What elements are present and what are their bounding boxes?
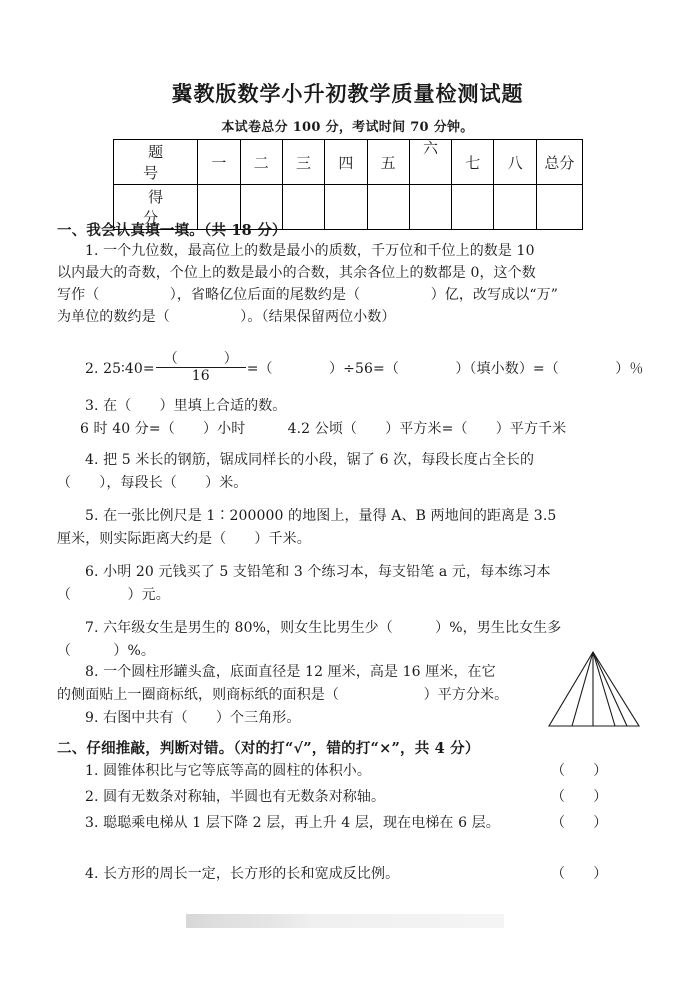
question-6-line-2: （ ）元。: [57, 587, 170, 603]
question-8-line-1: 8. 一个圆柱形罐头盒，底面直径是 12 厘米，高是 16 厘米，在它: [85, 664, 496, 680]
score-table-col-4: 四: [325, 140, 367, 185]
question-1-line-2: 以内最大的奇数，个位上的数是最小的合数，其余各位上的数都是 0，这个数: [57, 265, 536, 281]
score-cell-3[interactable]: [282, 185, 324, 230]
score-table-col-1: 一: [198, 140, 240, 185]
judgement-item-1-answer[interactable]: （ ）: [551, 763, 608, 779]
score-table-col-5: 五: [367, 140, 409, 185]
question-7-line-2: （ ）%。: [57, 643, 156, 659]
score-table-row-label-number: 题 号: [114, 140, 198, 185]
question-5-line-2: 厘米，则实际距离大约是（ ）千米。: [57, 531, 311, 547]
score-cell-5[interactable]: [367, 185, 409, 230]
score-table-col-8: 八: [494, 140, 536, 185]
score-cell-total[interactable]: [536, 185, 582, 230]
redaction-bar: [186, 914, 504, 928]
score-table-col-6: 六: [409, 140, 451, 185]
score-table-col-7: 七: [452, 140, 494, 185]
score-table-col-2: 二: [240, 140, 282, 185]
score-cell-4[interactable]: [325, 185, 367, 230]
page-title: 冀教版数学小升初教学质量检测试题: [171, 81, 524, 106]
question-4-line-1: 4. 把 5 米长的钢筋，锯成同样长的小段，锯了 6 次，每段长度占全长的: [85, 452, 535, 468]
judgement-item-4-answer[interactable]: （ ）: [551, 866, 608, 882]
score-cell-8[interactable]: [494, 185, 536, 230]
fraction-denominator: 16: [191, 368, 210, 384]
question-2-prefix: 2. 25∶40=: [85, 360, 155, 377]
score-table-col-total: 总分: [536, 140, 582, 185]
judgement-item-1-text: 1. 圆锥体积比与它等底等高的圆柱的体积小。: [85, 763, 372, 779]
question-4-line-2: （ ），每段长（ ）米。: [57, 475, 248, 491]
score-table-row-label-score: 得 分: [114, 185, 198, 230]
judgement-item-3-answer[interactable]: （ ）: [551, 815, 608, 831]
judgement-item-3-text: 3. 聪聪乘电梯从 1 层下降 2 层，再上升 4 层，现在电梯在 6 层。: [85, 815, 500, 831]
section-heading-one: 一、我会认真填一填。（共 18 分）: [57, 222, 287, 239]
judgement-item-4-text: 4. 长方形的周长一定，长方形的长和宽成反比例。: [85, 866, 400, 882]
table-row-header: [114, 140, 583, 185]
question-8-line-2: 的侧面贴上一圈商标纸，则商标纸的面积是（ ）平方分米。: [57, 687, 509, 703]
question-9-line-1: 9. 右图中共有（ ）个三角形。: [85, 710, 301, 726]
question-5-line-1: 5. 在一张比例尺是 1∶200000 的地图上，量得 A、B 两地间的距离是 3.5: [85, 508, 557, 524]
score-table-col-3: 三: [282, 140, 324, 185]
section-heading-two: 二、仔细推敲，判断对错。（对的打“√”，错的打“×”，共 4 分）: [57, 740, 480, 757]
score-cell-7[interactable]: [452, 185, 494, 230]
exam-subtitle: 本试卷总分 100 分，考试时间 70 分钟。: [221, 120, 474, 135]
question-1-line-3: 写作（ ），省略亿位后面的尾数约是（ ）亿，改写成以“万”: [57, 287, 559, 303]
question-3-line-1: 3. 在（ ）里填上合适的数。: [85, 398, 287, 414]
triangle-figure: [545, 648, 641, 732]
question-2-suffix: =（ ）÷56=（ ）（填小数）=（ ）％: [246, 360, 644, 377]
question-2: [85, 353, 643, 385]
question-1-line-4: 为单位的数约是（ ）。（结果保留两位小数）: [57, 309, 396, 325]
judgement-item-2-answer[interactable]: （ ）: [551, 789, 608, 805]
score-cell-6[interactable]: [409, 185, 451, 230]
question-1-line-1: 1. 一个九位数，最高位上的数是最小的质数，千万位和千位上的数是 10: [85, 243, 535, 259]
question-7-line-1: 7. 六年级女生是男生的 80%，则女生比男生少（ ）%，男生比女生多: [85, 620, 562, 636]
question-2-fraction: [156, 352, 246, 384]
judgement-item-2-text: 2. 圆有无数条对称轴，半圆也有无数条对称轴。: [85, 789, 386, 805]
triangle-with-cevians-icon: [545, 648, 641, 732]
fraction-numerator: （ ）: [163, 351, 244, 367]
question-6-line-1: 6. 小明 20 元钱买了 5 支铅笔和 3 个练习本，每支铅笔 a 元，每本练习本: [85, 564, 551, 580]
score-table: [113, 139, 583, 230]
question-3-line-2: 6 时 40 分=（ ）小时 4.2 公顷（ ）平方米=（ ）平方千米: [80, 421, 567, 437]
